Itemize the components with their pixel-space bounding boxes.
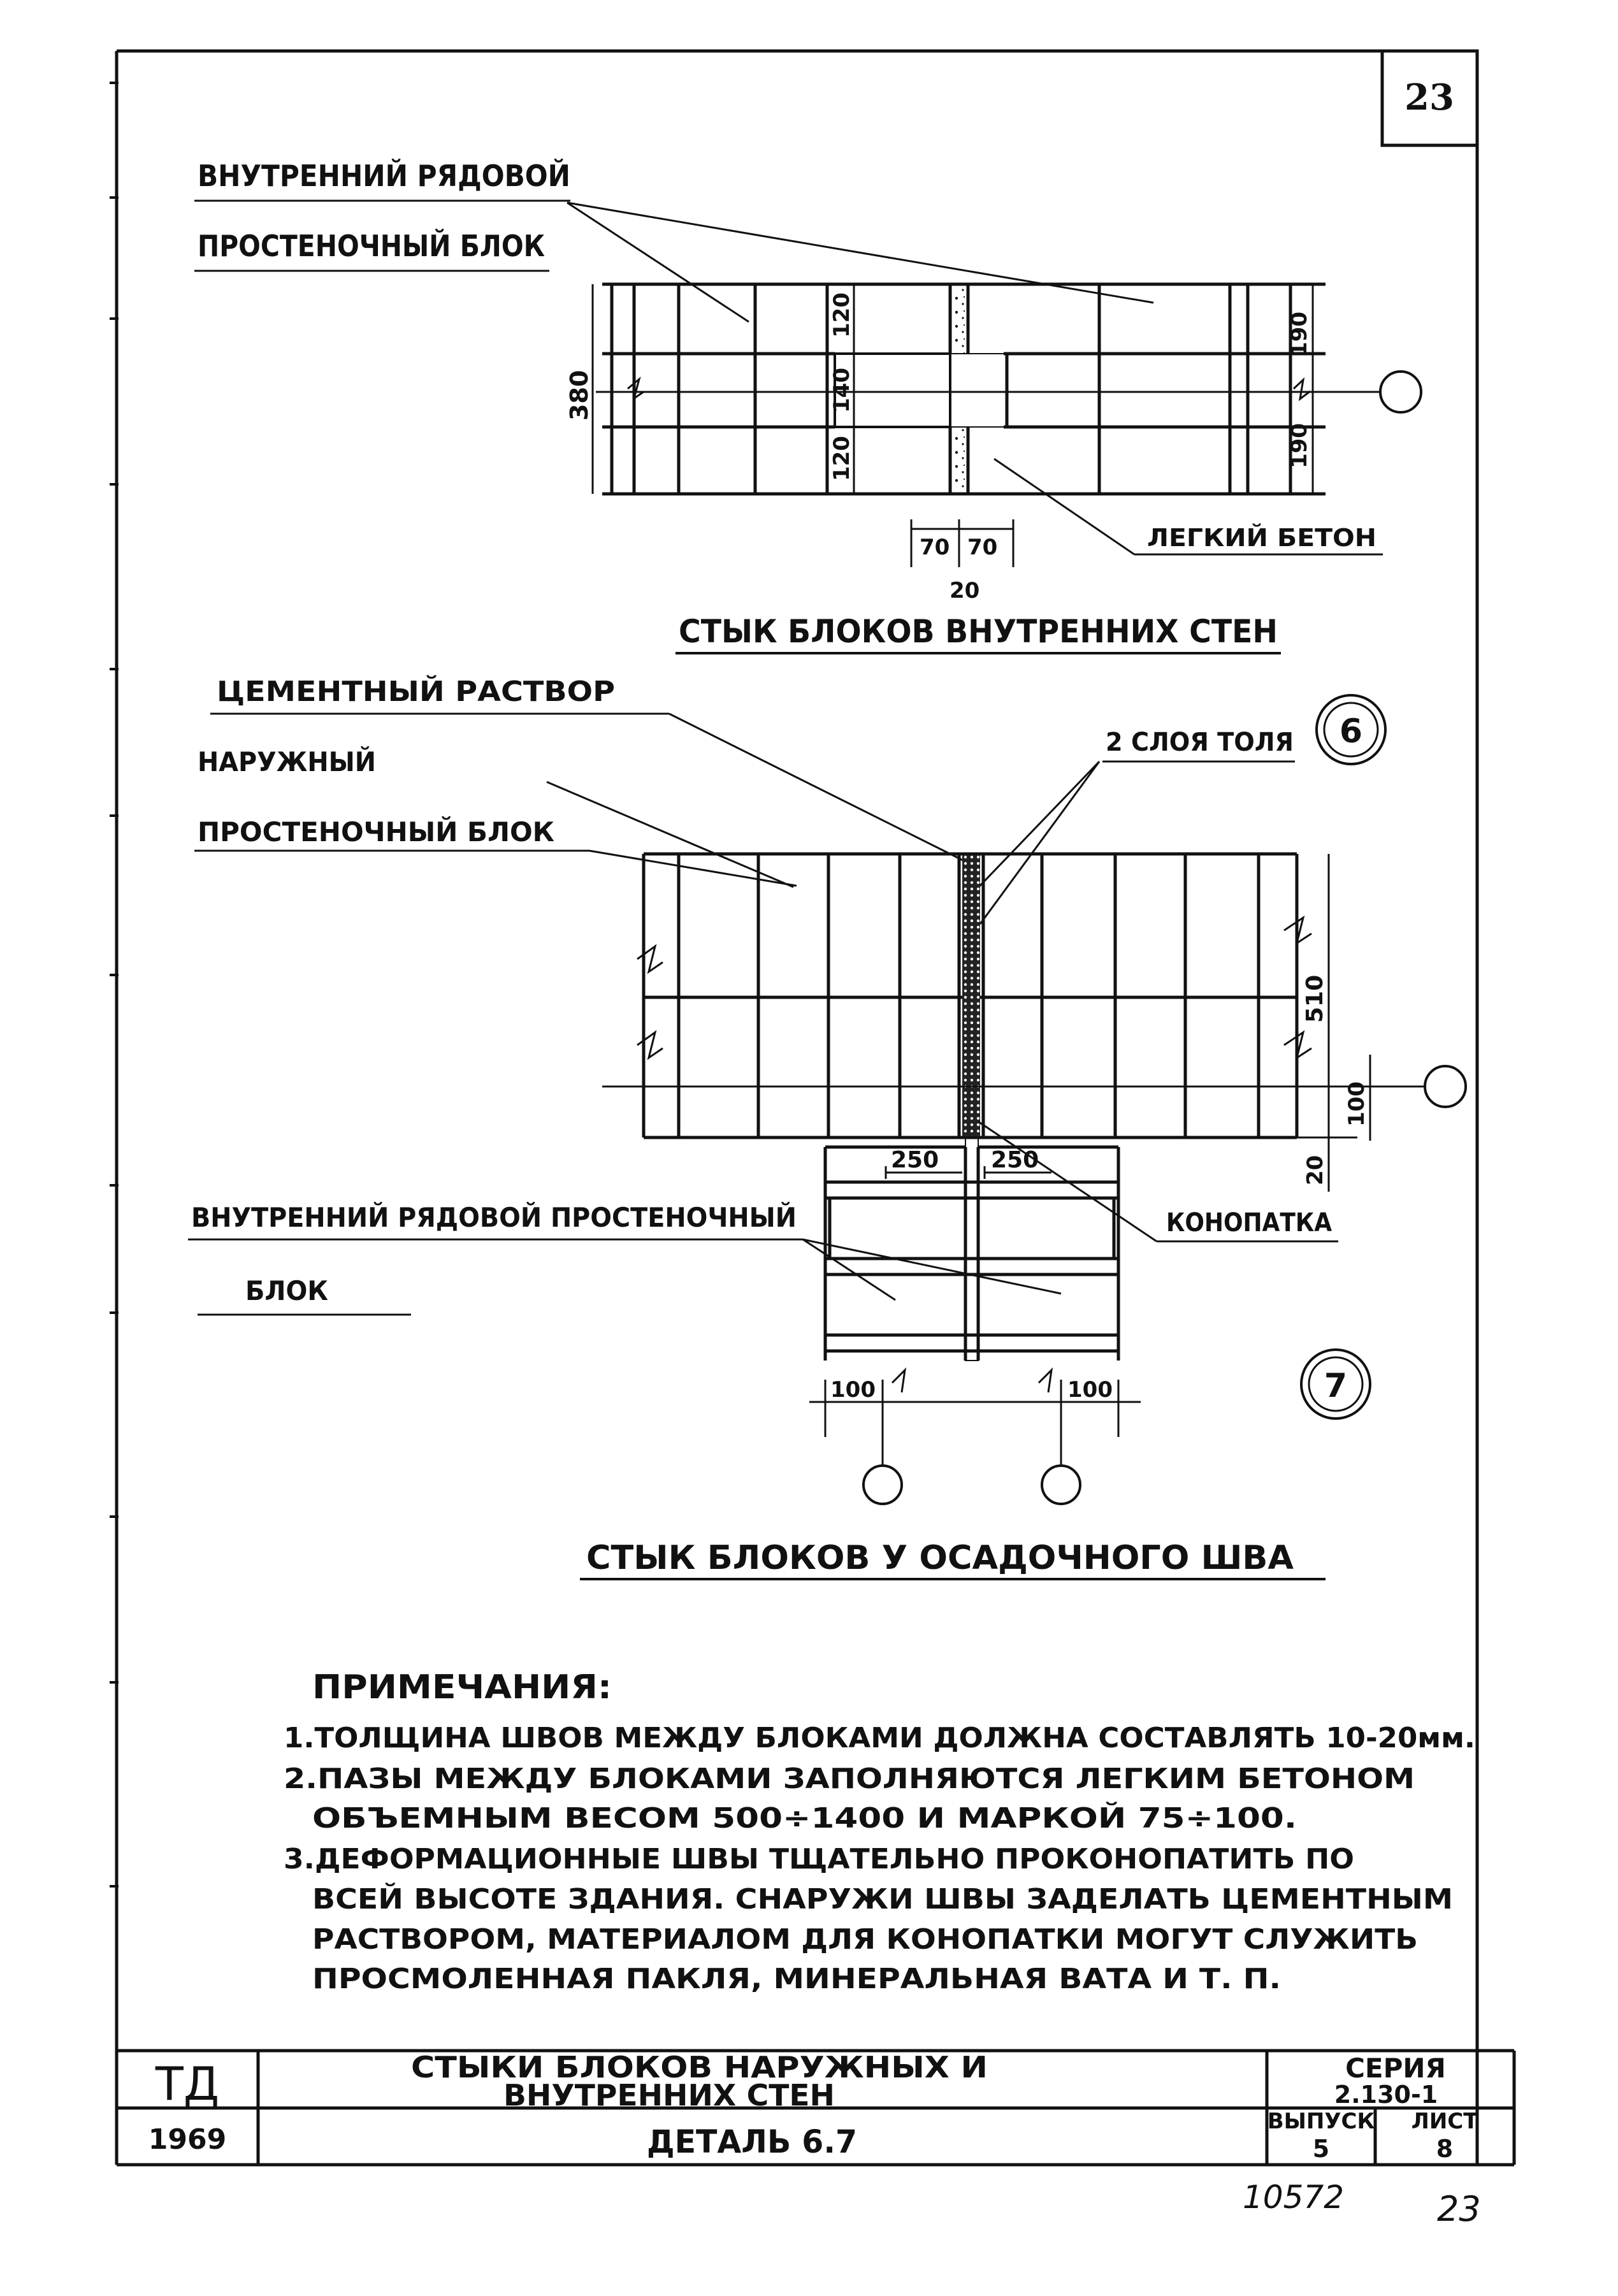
dim-left-70: 70 <box>920 535 950 560</box>
series-label: СЕРИЯ <box>1345 2053 1446 2084</box>
note-line-1: 1.ТОЛЩИНА ШВОВ МЕЖДУ БЛОКАМИ ДОЛЖНА СОСТАВЛЯТЬ 10-20мм. <box>284 1722 1475 1754</box>
axis-marker-bottom-right <box>1042 1466 1080 1504</box>
marker-7: 7 <box>1324 1367 1348 1405</box>
detail-settlement-joint <box>188 674 1466 1579</box>
inner-block-label2-line2: БЛОК <box>245 1275 328 1306</box>
detail1-title: СТЫК БЛОКОВ ВНУТРЕННИХ СТЕН <box>679 613 1278 650</box>
dim-bottom-right-100: 100 <box>1067 1377 1113 1403</box>
note-line-6: РАСТВОРОМ, МАТЕРИАЛОМ ДЛЯ КОНОПАТКИ МОГУТ СЛУЖИТЬ <box>312 1923 1418 1956</box>
mortar-label: ЦЕМЕНТНЫЙ РАСТВОР <box>217 675 585 708</box>
detail-number: ДЕТАЛЬ 6.7 <box>647 2123 857 2160</box>
light-concrete-fill <box>950 354 1007 427</box>
caulk-gap <box>965 1137 978 1361</box>
outer-block-label-line1: НАРУЖНЫЙ <box>198 746 387 777</box>
title-block <box>117 2050 1514 2165</box>
caulk-label: КОНОПАТКА <box>1166 1208 1333 1238</box>
issue-label: ВЫПУСК <box>1267 2109 1375 2134</box>
detail-inner-wall-joint <box>194 159 1421 653</box>
joint-left-fill <box>950 284 968 354</box>
dim-top-120: 120 <box>829 292 855 338</box>
series-value: 2.130-1 <box>1334 2081 1438 2109</box>
outer-block-label-line2: ПРОСТЕНОЧНЫЙ БЛОК <box>198 816 554 848</box>
handwritten-inventory-number: 10572 <box>1243 2179 1345 2216</box>
inner-block-label-line2: ПРОСТЕНОЧНЫЙ БЛОК <box>198 229 545 263</box>
sheet-label: ЛИСТ <box>1411 2109 1478 2134</box>
year: 1969 <box>148 2123 227 2156</box>
sheet-value: 8 <box>1436 2135 1454 2163</box>
detail2-title: СТЫК БЛОКОВ У ОСАДОЧНОГО ШВА <box>586 1539 1294 1577</box>
note-line-5: ВСЕЙ ВЫСОТЕ ЗДАНИЯ. СНАРУЖИ ШВЫ ЗАДЕЛАТЬ ЦЕМЕНТНЫМ <box>312 1883 1372 1916</box>
dim-joint-20: 20 <box>1303 1155 1328 1185</box>
title-line-1: СТЫКИ БЛОКОВ НАРУЖНЫХ И <box>411 2050 988 2084</box>
mortar-joint-fill <box>962 855 980 1136</box>
note-line-3: ОБЪЕМНЫМ ВЕСОМ 500÷1400 И МАРКОЙ 75÷100. <box>312 1802 1129 1835</box>
dim-height-510: 510 <box>1302 974 1328 1023</box>
axis-marker-circle-2 <box>1425 1066 1466 1107</box>
notes <box>284 1668 1475 1995</box>
dim-right-70: 70 <box>967 535 998 560</box>
joint-left-fill-low <box>950 427 968 494</box>
handwritten-page-number: 23 <box>1437 2189 1481 2229</box>
marker-6: 6 <box>1339 712 1363 751</box>
note-line-2: 2.ПАЗЫ МЕЖДУ БЛОКАМИ ЗАПОЛНЯЮТСЯ ЛЕГКИМ БЕТОНОМ <box>284 1763 1415 1795</box>
dim-width-left-250: 250 <box>891 1147 939 1173</box>
inner-block-label2-line1: ВНУТРЕННИЙ РЯДОВОЙ ПРОСТЕНОЧНЫЙ <box>191 1202 832 1233</box>
dim-total-380: 380 <box>565 370 593 421</box>
dim-offset-100: 100 <box>1344 1081 1369 1127</box>
org-code: ТД <box>155 2057 220 2111</box>
dim-gap-20: 20 <box>950 578 980 603</box>
dim-mid-140: 140 <box>829 368 855 413</box>
light-concrete-label: ЛЕГКИЙ БЕТОН <box>1147 524 1376 552</box>
dim-width-right-250: 250 <box>991 1147 1039 1173</box>
felt-label: 2 СЛОЯ ТОЛЯ <box>1106 728 1294 757</box>
dim-right-top-190: 190 <box>1287 312 1312 357</box>
inner-block-label-line1: ВНУТРЕННИЙ РЯДОВОЙ <box>198 159 570 193</box>
dim-right-bottom-190: 190 <box>1287 423 1312 468</box>
title-line-2: ВНУТРЕННИХ СТЕН <box>503 2078 835 2112</box>
dim-bottom-left-100: 100 <box>830 1377 876 1403</box>
note-line-4: 3.ДЕФОРМАЦИОННЫЕ ШВЫ ТЩАТЕЛЬНО ПРОКОНОПАТИТЬ ПО <box>284 1843 1354 1875</box>
issue-value: 5 <box>1312 2135 1330 2163</box>
note-line-7: ПРОСМОЛЕННАЯ ПАКЛЯ, МИНЕРАЛЬНАЯ ВАТА И Т. П. <box>312 1963 1281 1995</box>
sheet-number: 23 <box>1405 76 1454 119</box>
dim-bottom-120: 120 <box>829 436 855 481</box>
axis-marker-circle <box>1380 372 1421 412</box>
axis-marker-bottom-left <box>863 1466 902 1504</box>
notes-heading: ПРИМЕЧАНИЯ: <box>312 1668 612 1707</box>
